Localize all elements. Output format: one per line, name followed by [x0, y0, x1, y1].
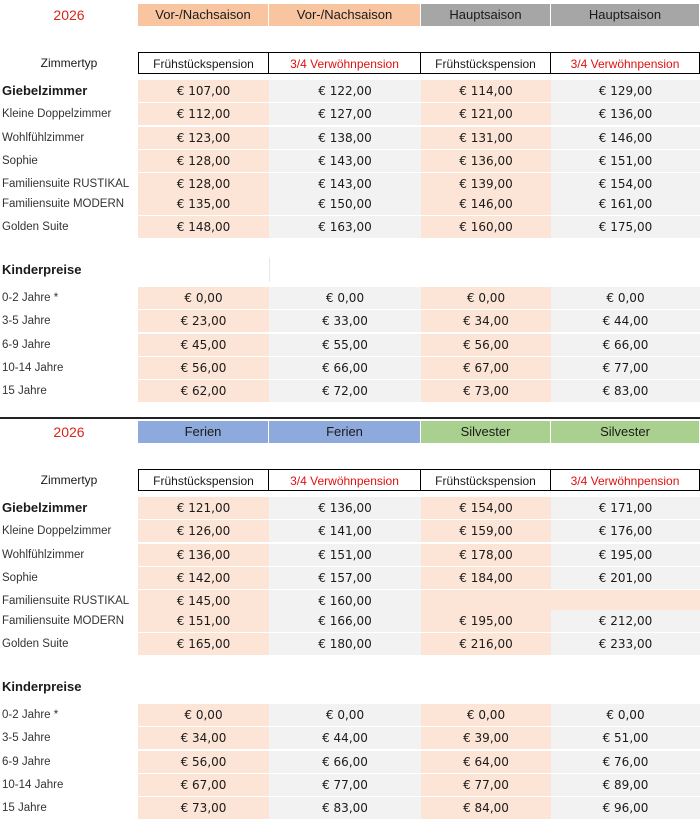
age-group-name: 10-14 Jahre: [2, 362, 64, 374]
price-cell: € 0,00: [421, 704, 551, 726]
price-cell: € 107,00: [138, 80, 269, 102]
season-header: Hauptsaison: [551, 4, 700, 26]
table-row: [0, 567, 700, 589]
price-cell: € 123,00: [138, 127, 269, 149]
price-cell: € 67,00: [421, 357, 551, 379]
price-cell: € 0,00: [269, 704, 421, 726]
price-cell: € 176,00: [551, 520, 700, 542]
season-header: Vor-/Nachsaison: [269, 4, 421, 26]
price-cell: € 180,00: [269, 633, 421, 655]
price-cell: € 64,00: [421, 751, 551, 773]
price-block-1: [0, 4, 700, 404]
price-cell: € 171,00: [551, 497, 700, 519]
column-header: Frühstückspension: [138, 52, 269, 74]
price-cell: € 0,00: [269, 287, 421, 309]
price-cell: € 195,00: [551, 544, 700, 566]
price-cell: € 23,00: [138, 310, 269, 332]
price-cell: € 73,00: [138, 797, 269, 819]
children-section-title: Kinderpreise: [2, 262, 82, 277]
table-row: [0, 751, 700, 773]
season-header-row: [0, 421, 700, 443]
price-cell: € 67,00: [138, 774, 269, 796]
age-group-name: 3-5 Jahre: [2, 732, 51, 744]
room-name: Kleine Doppelzimmer: [2, 108, 112, 120]
price-cell: € 126,00: [138, 520, 269, 542]
room-type-label: Zimmertyp: [40, 56, 98, 70]
price-cell: € 122,00: [269, 80, 421, 102]
price-cell: € 96,00: [551, 797, 700, 819]
price-cell: € 44,00: [269, 727, 421, 749]
room-name: Familiensuite RUSTIKAL: [2, 595, 130, 607]
price-cell: € 55,00: [269, 334, 421, 356]
column-header: Frühstückspension: [421, 52, 551, 74]
room-name: Familiensuite MODERN: [2, 615, 125, 627]
price-cell: € 146,00: [421, 193, 551, 215]
children-header-row: [0, 259, 700, 281]
column-header-row: [0, 469, 700, 491]
room-name: Kleine Doppelzimmer: [2, 525, 112, 537]
table-row: [0, 310, 700, 332]
price-cell: € 33,00: [269, 310, 421, 332]
age-group-name: 6-9 Jahre: [2, 756, 51, 768]
table-row: [0, 127, 700, 149]
price-cell: € 148,00: [138, 216, 269, 238]
price-cell: € 0,00: [421, 287, 551, 309]
room-name: Giebelzimmer: [2, 500, 88, 515]
price-cell: € 154,00: [551, 173, 700, 195]
price-cell: € 163,00: [269, 216, 421, 238]
price-cell: € 159,00: [421, 520, 551, 542]
room-name: Familiensuite MODERN: [2, 198, 125, 210]
price-cell: € 139,00: [421, 173, 551, 195]
price-cell: € 157,00: [269, 567, 421, 589]
price-cell: € 151,00: [138, 610, 269, 632]
price-cell: € 77,00: [421, 774, 551, 796]
room-name: Golden Suite: [2, 638, 69, 650]
table-row: [0, 216, 700, 238]
price-cell: € 141,00: [269, 520, 421, 542]
price-cell: € 127,00: [269, 103, 421, 125]
price-cell: € 51,00: [551, 727, 700, 749]
price-cell: € 73,00: [421, 380, 551, 402]
season-header: Ferien: [269, 421, 421, 443]
price-cell: € 83,00: [551, 380, 700, 402]
price-cell: € 136,00: [421, 150, 551, 172]
price-block-2: [0, 421, 700, 821]
table-row: [0, 287, 700, 309]
price-cell: € 44,00: [551, 310, 700, 332]
price-cell: € 175,00: [551, 216, 700, 238]
section-divider: [0, 417, 700, 419]
table-row: [0, 610, 700, 632]
season-header: Hauptsaison: [421, 4, 551, 26]
table-row: [0, 334, 700, 356]
age-group-name: 0-2 Jahre *: [2, 292, 59, 304]
children-header-row: [0, 676, 700, 698]
price-cell: € 121,00: [138, 497, 269, 519]
column-header: 3/4 Verwöhnpension: [269, 469, 421, 491]
table-row: [0, 590, 700, 612]
table-row: [0, 380, 700, 402]
price-cell: € 0,00: [138, 704, 269, 726]
price-cell: € 77,00: [551, 357, 700, 379]
price-cell: € 212,00: [551, 610, 700, 632]
room-name: Wohlfühlzimmer: [2, 132, 85, 144]
price-cell: € 128,00: [138, 150, 269, 172]
price-cell: € 216,00: [421, 633, 551, 655]
price-cell: € 89,00: [551, 774, 700, 796]
table-row: [0, 193, 700, 215]
price-cell: € 34,00: [138, 727, 269, 749]
price-cell: [551, 590, 700, 612]
price-cell: € 154,00: [421, 497, 551, 519]
table-row: [0, 544, 700, 566]
age-group-name: 0-2 Jahre *: [2, 709, 59, 721]
table-row: [0, 357, 700, 379]
age-group-name: 6-9 Jahre: [2, 339, 51, 351]
table-row: [0, 520, 700, 542]
season-header-row: [0, 4, 700, 26]
price-cell: € 142,00: [138, 567, 269, 589]
price-cell: € 56,00: [421, 334, 551, 356]
price-cell: € 160,00: [421, 216, 551, 238]
grid-line: [269, 258, 270, 282]
price-cell: € 84,00: [421, 797, 551, 819]
age-group-name: 10-14 Jahre: [2, 779, 64, 791]
table-row: [0, 774, 700, 796]
price-cell: € 143,00: [269, 173, 421, 195]
price-cell: € 195,00: [421, 610, 551, 632]
price-cell: € 0,00: [551, 704, 700, 726]
price-cell: € 151,00: [551, 150, 700, 172]
age-group-name: 15 Jahre: [2, 385, 47, 397]
price-cell: € 165,00: [138, 633, 269, 655]
price-cell: € 178,00: [421, 544, 551, 566]
room-name: Golden Suite: [2, 221, 69, 233]
column-header: 3/4 Verwöhnpension: [551, 469, 700, 491]
year-label: 2026: [53, 7, 85, 23]
price-cell: € 184,00: [421, 567, 551, 589]
price-cell: € 112,00: [138, 103, 269, 125]
price-cell: € 161,00: [551, 193, 700, 215]
price-cell: [421, 590, 551, 612]
column-header-row: [0, 52, 700, 74]
price-cell: € 160,00: [269, 590, 421, 612]
room-name: Wohlfühlzimmer: [2, 549, 85, 561]
price-cell: € 201,00: [551, 567, 700, 589]
table-row: [0, 633, 700, 655]
price-cell: € 56,00: [138, 357, 269, 379]
room-name: Sophie: [2, 155, 38, 167]
year-label: 2026: [53, 424, 85, 440]
season-header: Ferien: [138, 421, 269, 443]
season-header: Silvester: [551, 421, 700, 443]
price-cell: € 136,00: [551, 103, 700, 125]
table-row: [0, 497, 700, 519]
price-cell: € 143,00: [269, 150, 421, 172]
price-cell: € 34,00: [421, 310, 551, 332]
price-cell: € 151,00: [269, 544, 421, 566]
age-group-name: 3-5 Jahre: [2, 315, 51, 327]
price-cell: € 166,00: [269, 610, 421, 632]
price-cell: € 56,00: [138, 751, 269, 773]
price-cell: € 146,00: [551, 127, 700, 149]
price-cell: € 72,00: [269, 380, 421, 402]
price-cell: € 131,00: [421, 127, 551, 149]
price-cell: € 114,00: [421, 80, 551, 102]
column-header: Frühstückspension: [421, 469, 551, 491]
price-cell: € 136,00: [269, 497, 421, 519]
price-cell: € 150,00: [269, 193, 421, 215]
age-group-name: 15 Jahre: [2, 802, 47, 814]
price-cell: € 66,00: [551, 334, 700, 356]
price-cell: € 66,00: [269, 357, 421, 379]
season-header: Vor-/Nachsaison: [138, 4, 269, 26]
price-cell: € 39,00: [421, 727, 551, 749]
table-row: [0, 704, 700, 726]
column-header: Frühstückspension: [138, 469, 269, 491]
table-row: [0, 150, 700, 172]
column-header: 3/4 Verwöhnpension: [551, 52, 700, 74]
room-name: Familiensuite RUSTIKAL: [2, 178, 130, 190]
price-cell: € 233,00: [551, 633, 700, 655]
room-name: Giebelzimmer: [2, 83, 88, 98]
room-name: Sophie: [2, 572, 38, 584]
room-type-label: Zimmertyp: [40, 473, 98, 487]
price-cell: € 129,00: [551, 80, 700, 102]
price-cell: € 45,00: [138, 334, 269, 356]
price-cell: € 77,00: [269, 774, 421, 796]
price-cell: € 145,00: [138, 590, 269, 612]
table-row: [0, 103, 700, 125]
column-header: 3/4 Verwöhnpension: [269, 52, 421, 74]
price-cell: € 121,00: [421, 103, 551, 125]
price-cell: € 128,00: [138, 173, 269, 195]
table-row: [0, 173, 700, 195]
price-cell: € 138,00: [269, 127, 421, 149]
price-cell: € 66,00: [269, 751, 421, 773]
price-cell: € 135,00: [138, 193, 269, 215]
table-row: [0, 797, 700, 819]
price-cell: € 62,00: [138, 380, 269, 402]
table-row: [0, 727, 700, 749]
table-row: [0, 80, 700, 102]
season-header: Silvester: [421, 421, 551, 443]
price-cell: € 0,00: [138, 287, 269, 309]
price-cell: € 83,00: [269, 797, 421, 819]
price-cell: € 76,00: [551, 751, 700, 773]
price-cell: € 0,00: [551, 287, 700, 309]
price-cell: € 136,00: [138, 544, 269, 566]
children-section-title: Kinderpreise: [2, 679, 82, 694]
